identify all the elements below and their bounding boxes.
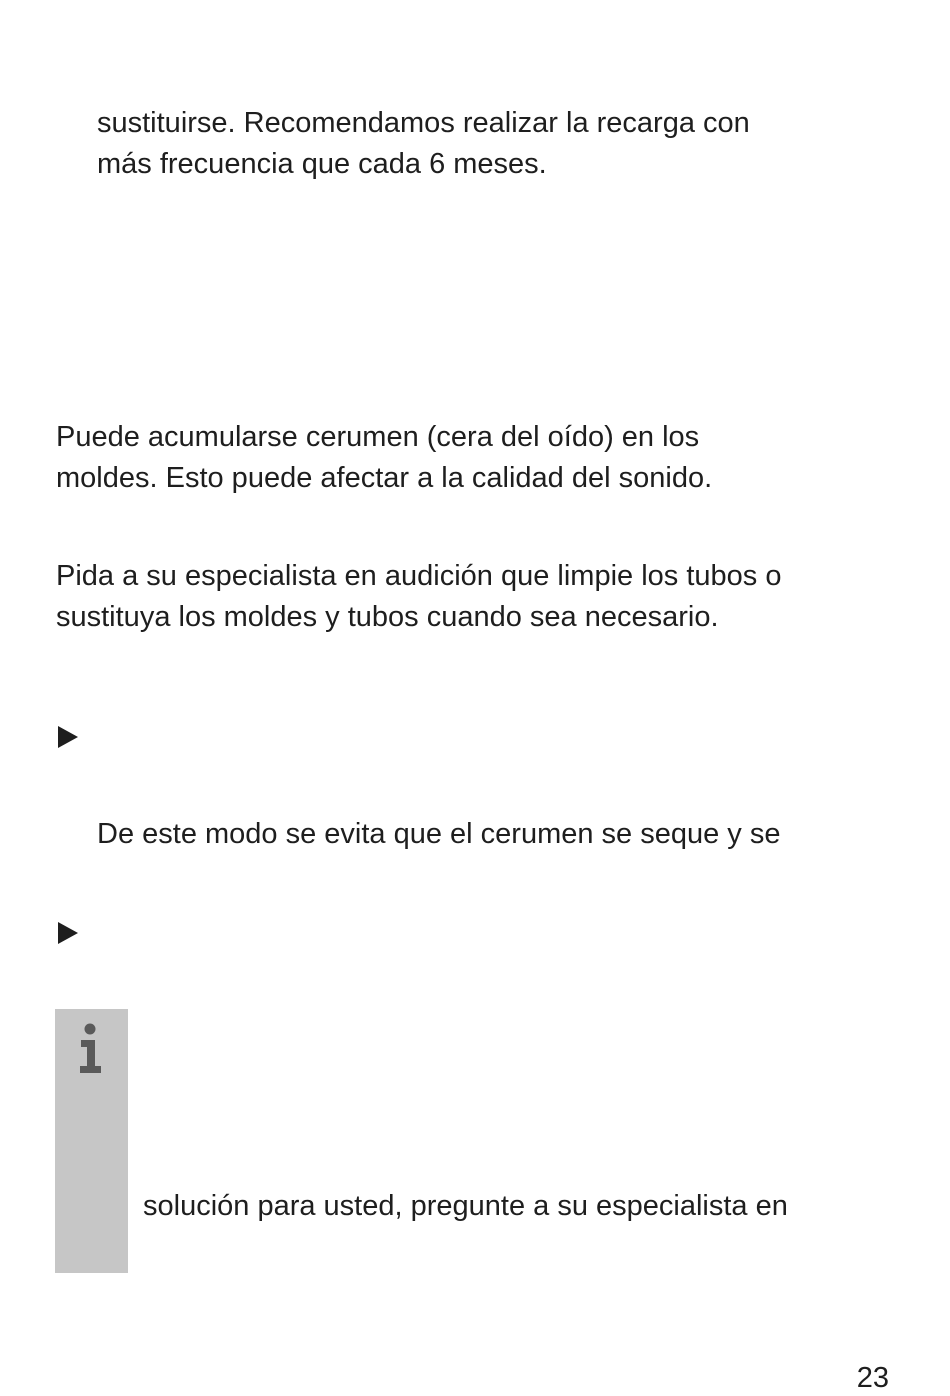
note-text: solución para usted, pregunte a su especialista en [143,1190,788,1222]
info-icon [75,1023,107,1077]
paragraph-2-line-1: Pida a su especialista en audición que limpie los tubos o [56,560,782,592]
paragraph-1-line-1: Puede acumularse cerumen (cera del oído) en los [56,421,700,453]
page-number: 23 [856,1362,889,1394]
top-text-line-2: más frecuencia que cada 6 meses. [97,148,547,180]
step-1-detail: De este modo se evita que el cerumen se seque y se [97,818,781,850]
note-sidebar [55,1009,128,1273]
paragraph-2-line-2: sustituya los moldes y tubos cuando sea necesario. [56,601,719,633]
top-text-line-1: sustituirse. Recomendamos realizar la recarga con [97,107,750,139]
arrow-right-icon [58,726,78,748]
paragraph-1-line-2: moldes. Esto puede afectar a la calidad del sonido. [56,462,713,494]
arrow-right-icon [58,922,78,944]
